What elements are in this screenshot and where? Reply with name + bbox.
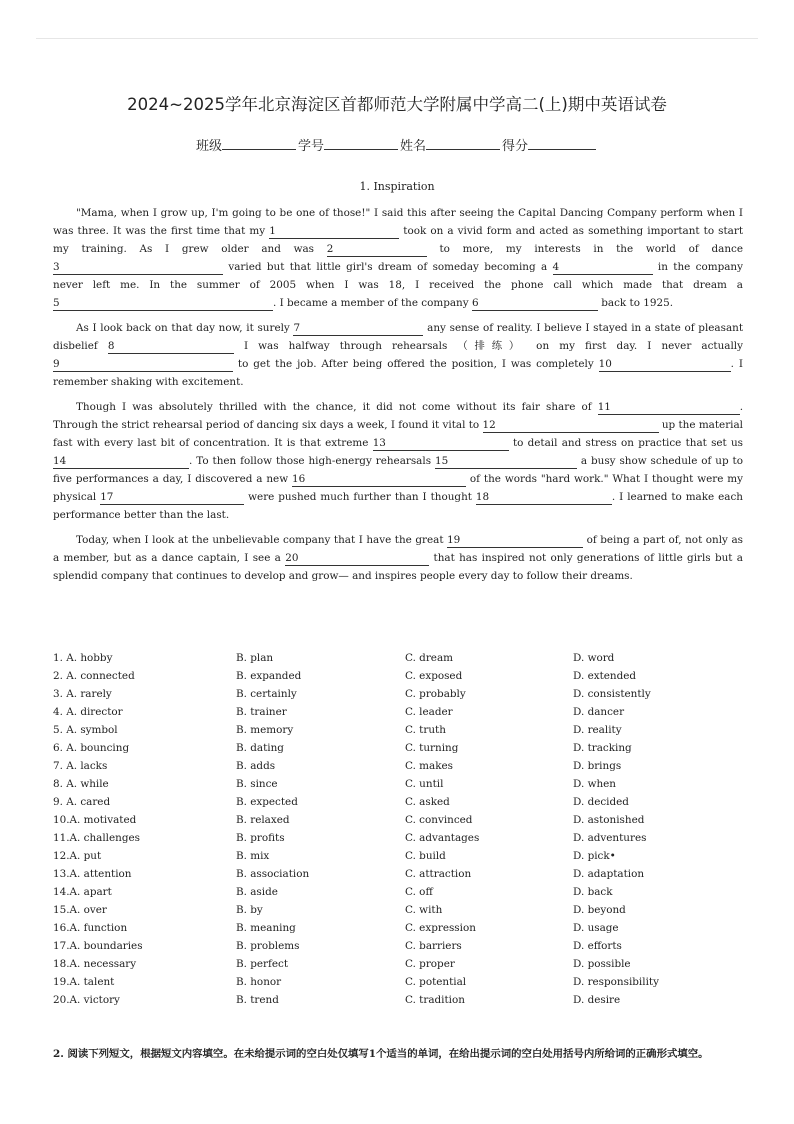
option-d[interactable]: D. brings — [573, 760, 622, 772]
info-label-number: 学号 — [297, 139, 324, 154]
option-c[interactable]: C. convinced — [405, 814, 473, 826]
option-d[interactable]: D. responsibility — [573, 976, 659, 988]
option-b[interactable]: B. relaxed — [236, 814, 290, 826]
option-a[interactable]: 11.A. challenges — [53, 832, 140, 844]
option-row — [53, 721, 753, 739]
option-d[interactable]: D. adaptation — [573, 868, 645, 880]
gap-11[interactable]: 11 — [598, 401, 740, 415]
option-a[interactable]: 14.A. apart — [53, 886, 112, 898]
option-b[interactable]: B. association — [236, 868, 310, 880]
gap-19[interactable]: 19 — [447, 534, 583, 548]
option-d[interactable]: D. pick• — [573, 850, 616, 862]
option-row — [53, 883, 753, 901]
option-c[interactable]: C. with — [405, 904, 443, 916]
option-d[interactable]: D. astonished — [573, 814, 645, 826]
option-a[interactable]: 20.A. victory — [53, 994, 120, 1006]
option-a[interactable]: 7. A. lacks — [53, 760, 108, 772]
option-c[interactable]: C. until — [405, 778, 444, 790]
option-c[interactable]: C. barriers — [405, 940, 462, 952]
gap-2[interactable]: 2 — [327, 243, 427, 257]
option-row — [53, 739, 753, 757]
option-row — [53, 667, 753, 685]
option-a[interactable]: 9. A. cared — [53, 796, 111, 808]
option-d[interactable]: D. consistently — [573, 688, 651, 700]
option-c[interactable]: C. advantages — [405, 832, 480, 844]
option-a[interactable]: 13.A. attention — [53, 868, 132, 880]
option-row — [53, 703, 753, 721]
paragraph-3: Though I was absolutely thrilled with the chance, it did not come without its fair share of 11 . Through the strict rehearsal period of dancing six days a week, I found it vital to 12 up the material fast with every last bit of concentration. It is that extreme 13 to detail and stress on practice that set us 14 . To then follow those high-energy rehearsals 15 a busy show schedule of up to five performances a day, I discovered a new 16 of the words "hard work." What I thought were my physical 17 were pushed much further than I thought 18 . I learned to make each performance better than the last. — [53, 401, 744, 521]
gap-12[interactable]: 12 — [483, 419, 659, 433]
option-b[interactable]: B. honor — [236, 976, 282, 988]
option-b[interactable]: B. expected — [236, 796, 298, 808]
option-row — [53, 865, 753, 883]
option-row — [53, 757, 753, 775]
option-c[interactable]: C. turning — [405, 742, 459, 754]
gap-13[interactable]: 13 — [373, 437, 509, 451]
gap-17[interactable]: 17 — [100, 491, 244, 505]
score-blank[interactable] — [528, 137, 596, 150]
option-a[interactable]: 4. A. director — [53, 706, 123, 718]
option-a[interactable]: 3. A. rarely — [53, 688, 112, 700]
option-d[interactable]: D. beyond — [573, 904, 626, 916]
cloze-passage — [53, 204, 743, 592]
option-d[interactable]: D. possible — [573, 958, 631, 970]
gap-18[interactable]: 18 — [476, 491, 612, 505]
info-label-score: 得分 — [502, 139, 529, 154]
option-d[interactable]: D. reality — [573, 724, 622, 736]
option-d[interactable]: D. back — [573, 886, 613, 898]
option-a[interactable]: 17.A. boundaries — [53, 940, 143, 952]
option-d[interactable]: D. adventures — [573, 832, 647, 844]
option-a[interactable]: 5. A. symbol — [53, 724, 118, 736]
option-c[interactable]: C. attraction — [405, 868, 472, 880]
option-a[interactable]: 2. A. connected — [53, 670, 135, 682]
option-row — [53, 829, 753, 847]
class-blank[interactable] — [222, 137, 296, 150]
option-c[interactable]: C. proper — [405, 958, 455, 970]
option-c[interactable]: C. exposed — [405, 670, 463, 682]
option-row — [53, 901, 753, 919]
option-c[interactable]: C. off — [405, 886, 433, 898]
gap-7[interactable]: 7 — [293, 322, 423, 336]
gap-5[interactable]: 5 — [53, 297, 273, 311]
option-row — [53, 649, 753, 667]
gap-1[interactable]: 1 — [269, 225, 399, 239]
option-c[interactable]: C. asked — [405, 796, 450, 808]
option-b[interactable]: B. plan — [236, 652, 274, 664]
option-b[interactable]: B. adds — [236, 760, 276, 772]
option-a[interactable]: 19.A. talent — [53, 976, 115, 988]
gap-15[interactable]: 15 — [435, 455, 577, 469]
option-c[interactable]: C. tradition — [405, 994, 465, 1006]
page-top-rule — [36, 38, 758, 39]
option-b[interactable]: B. problems — [236, 940, 300, 952]
option-b[interactable]: B. since — [236, 778, 278, 790]
option-c[interactable]: C. leader — [405, 706, 453, 718]
option-row — [53, 685, 753, 703]
option-a[interactable]: 16.A. function — [53, 922, 128, 934]
gap-16[interactable]: 16 — [292, 473, 466, 487]
option-row — [53, 847, 753, 865]
info-label-name: 姓名 — [400, 139, 427, 154]
answer-options — [53, 649, 753, 1009]
option-c[interactable]: C. probably — [405, 688, 466, 700]
option-a[interactable]: 1. A. hobby — [53, 652, 113, 664]
gap-9[interactable]: 9 — [53, 358, 233, 372]
section-2-instruction: 2. 阅读下列短文，根据短文内容填空。在未给提示词的空白处仅填写1个适当的单词，在给出提示词的空白处用括号内所给词的正确形式填空。 — [53, 1048, 709, 1060]
option-a[interactable]: 6. A. bouncing — [53, 742, 130, 754]
gap-20[interactable]: 20 — [285, 552, 429, 566]
option-d[interactable]: D. tracking — [573, 742, 632, 754]
option-row — [53, 973, 753, 991]
option-a[interactable]: 12.A. put — [53, 850, 102, 862]
option-b[interactable]: B. by — [236, 904, 263, 916]
option-d[interactable]: D. dancer — [573, 706, 625, 718]
option-d[interactable]: D. decided — [573, 796, 629, 808]
gap-14[interactable]: 14 — [53, 455, 189, 469]
exam-title: 2024~2025学年北京海淀区首都师范大学附属中学高二(上)期中英语试卷 — [127, 95, 667, 114]
name-blank[interactable] — [426, 137, 500, 150]
option-row — [53, 991, 753, 1009]
option-d[interactable]: D. when — [573, 778, 616, 790]
gap-3[interactable]: 3 — [53, 261, 223, 275]
option-c[interactable]: C. makes — [405, 760, 454, 772]
student-info-line — [0, 135, 794, 154]
gap-10[interactable]: 10 — [599, 358, 731, 372]
option-b[interactable]: B. meaning — [236, 922, 296, 934]
option-d[interactable]: D. word — [573, 652, 615, 664]
paragraph-2: As I look back on that day now, it surely 7 any sense of reality. I believe I stayed in a state of pleasant disbelief 8 I was halfway through rehearsals （排练） on my first day. I never actually 9 to get the job. After being offered the position, I was completely 10 . I remember shaking with excitement. — [53, 322, 744, 388]
paragraph-4: Today, when I look at the unbelievable company that I have the great 19 of being a part of, not only as a member, but as a dance captain, I see a 20 that has inspired not only generations of little girls but a splendid company that continues to develop and grow— and inspires people every day to follow their dreams. — [53, 534, 743, 582]
gap-6[interactable]: 6 — [472, 297, 598, 311]
option-a[interactable]: 8. A. while — [53, 778, 109, 790]
section-1-heading: 1. Inspiration — [359, 180, 435, 193]
option-b[interactable]: B. profits — [236, 832, 285, 844]
option-b[interactable]: B. trend — [236, 994, 279, 1006]
option-b[interactable]: B. certainly — [236, 688, 297, 700]
gap-8[interactable]: 8 — [108, 340, 234, 354]
option-row — [53, 919, 753, 937]
option-row — [53, 955, 753, 973]
option-c[interactable]: C. truth — [405, 724, 446, 736]
option-b[interactable]: B. mix — [236, 850, 270, 862]
option-row — [53, 775, 753, 793]
number-blank[interactable] — [324, 137, 398, 150]
option-a[interactable]: 18.A. necessary — [53, 958, 137, 970]
option-a[interactable]: 15.A. over — [53, 904, 107, 916]
paragraph-1: "Mama, when I grow up, I'm going to be one of those!" I said this after seeing the Capital Dancing Company perform when I was three. It was the first time that my 1 took on a vivid form and acted as something important to start my training. As I grew older and was 2 to more, my interests in the world of dance 3 varied but that little girl's dream of someday becoming a 4 in the company never left me. In the summer of 2005 when I was 18, I received the phone call which made that dream a 5 . I became a member of the company 6 back to 1925. — [53, 207, 744, 309]
option-d[interactable]: D. desire — [573, 994, 621, 1006]
option-b[interactable]: B. memory — [236, 724, 294, 736]
option-a[interactable]: 10.A. motivated — [53, 814, 137, 826]
option-b[interactable]: B. aside — [236, 886, 278, 898]
option-d[interactable]: D. extended — [573, 670, 637, 682]
option-row — [53, 811, 753, 829]
info-label-class: 班级 — [195, 139, 222, 154]
option-b[interactable]: B. dating — [236, 742, 284, 754]
option-d[interactable]: D. usage — [573, 922, 619, 934]
gap-4[interactable]: 4 — [553, 261, 653, 275]
option-b[interactable]: B. perfect — [236, 958, 288, 970]
option-b[interactable]: B. trainer — [236, 706, 287, 718]
option-c[interactable]: C. build — [405, 850, 446, 862]
option-d[interactable]: D. efforts — [573, 940, 622, 952]
option-c[interactable]: C. expression — [405, 922, 476, 934]
option-row — [53, 937, 753, 955]
option-c[interactable]: C. dream — [405, 652, 454, 664]
option-c[interactable]: C. potential — [405, 976, 467, 988]
option-row — [53, 793, 753, 811]
option-b[interactable]: B. expanded — [236, 670, 302, 682]
